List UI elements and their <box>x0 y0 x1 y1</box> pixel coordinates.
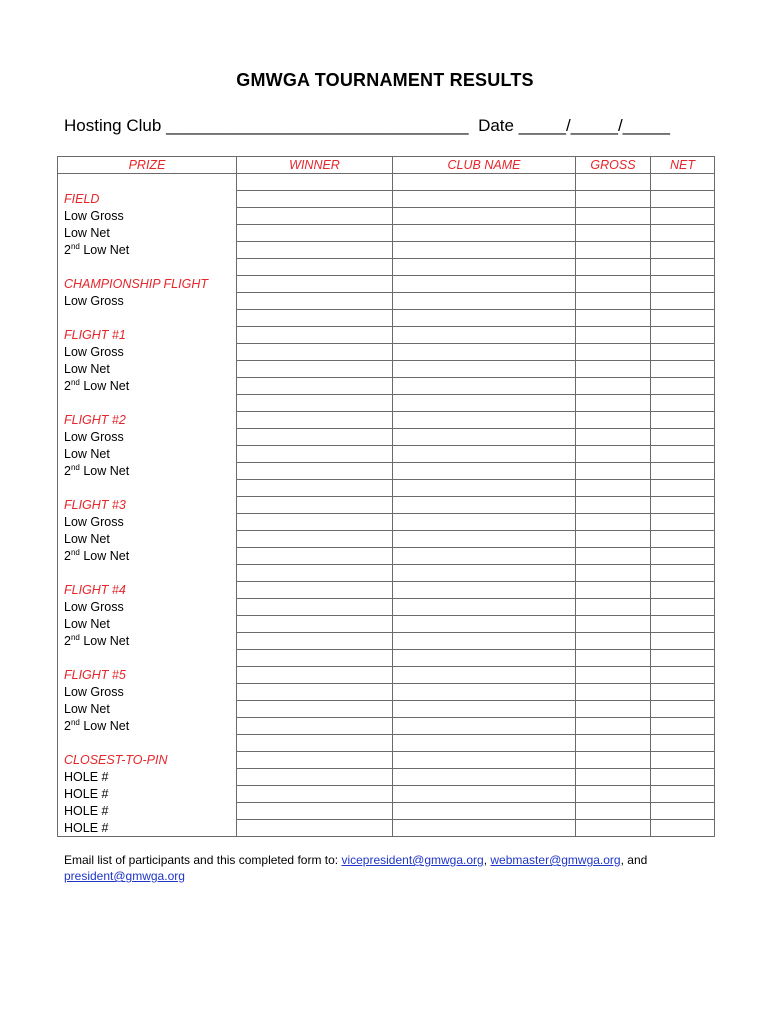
section-label: CHAMPIONSHIP FLIGHT <box>64 277 208 291</box>
net-cell[interactable] <box>651 718 715 735</box>
prize-cell <box>58 633 237 650</box>
gross-cell[interactable] <box>576 480 651 497</box>
prize-label: Low Net <box>83 634 130 648</box>
prize-cell <box>58 259 237 276</box>
prize-label: HOLE # <box>64 787 109 801</box>
club-name-cell[interactable] <box>393 276 576 293</box>
net-cell[interactable] <box>651 565 715 582</box>
club-name-cell[interactable] <box>393 395 576 412</box>
table-row <box>58 293 715 310</box>
gross-cell[interactable] <box>576 633 651 650</box>
gross-cell[interactable] <box>576 378 651 395</box>
winner-cell[interactable] <box>237 514 393 531</box>
gross-cell[interactable] <box>576 463 651 480</box>
place-suffix: nd <box>70 378 80 387</box>
club-name-cell[interactable] <box>393 480 576 497</box>
gross-cell[interactable] <box>576 327 651 344</box>
winner-cell[interactable] <box>237 259 393 276</box>
club-name-cell[interactable] <box>393 208 576 225</box>
header-winner: WINNER <box>237 157 393 174</box>
net-cell[interactable] <box>651 327 715 344</box>
gross-cell[interactable] <box>576 803 651 820</box>
club-name-cell[interactable] <box>393 820 576 837</box>
prize-cell <box>58 191 237 208</box>
gross-cell[interactable] <box>576 735 651 752</box>
table-row <box>58 786 715 803</box>
club-name-cell[interactable] <box>393 412 576 429</box>
net-cell[interactable] <box>651 208 715 225</box>
section-label: FLIGHT #5 <box>64 668 126 682</box>
net-cell[interactable] <box>651 531 715 548</box>
prize-label: Low Net <box>64 702 110 716</box>
club-name-cell[interactable] <box>393 463 576 480</box>
header-club-name: CLUB NAME <box>393 157 576 174</box>
prize-cell <box>58 684 237 701</box>
club-name-cell[interactable] <box>393 310 576 327</box>
prize-cell <box>58 752 237 769</box>
club-name-cell[interactable] <box>393 548 576 565</box>
place-number: 2 <box>64 634 71 648</box>
net-cell[interactable] <box>651 684 715 701</box>
prize-cell <box>58 718 237 735</box>
net-cell[interactable] <box>651 667 715 684</box>
club-name-cell[interactable] <box>393 378 576 395</box>
email-link-vicepresident[interactable]: vicepresident@gmwga.org <box>341 853 484 867</box>
club-name-cell[interactable] <box>393 769 576 786</box>
gross-cell[interactable] <box>576 582 651 599</box>
club-name-cell[interactable] <box>393 361 576 378</box>
prize-cell <box>58 616 237 633</box>
gross-cell[interactable] <box>576 395 651 412</box>
club-name-cell[interactable] <box>393 514 576 531</box>
gross-cell[interactable] <box>576 752 651 769</box>
table-row <box>58 310 715 327</box>
net-cell[interactable] <box>651 548 715 565</box>
table-row <box>58 769 715 786</box>
prize-cell <box>58 514 237 531</box>
prize-label: Low Gross <box>64 294 124 308</box>
gross-cell[interactable] <box>576 684 651 701</box>
table-row <box>58 276 715 293</box>
prize-cell <box>58 412 237 429</box>
winner-cell[interactable] <box>237 293 393 310</box>
winner-cell[interactable] <box>237 599 393 616</box>
prize-label: Low Net <box>64 532 110 546</box>
winner-cell[interactable] <box>237 378 393 395</box>
gross-cell[interactable] <box>576 361 651 378</box>
place-suffix: nd <box>70 633 80 642</box>
net-cell[interactable] <box>651 259 715 276</box>
prize-label: HOLE # <box>64 804 109 818</box>
net-cell[interactable] <box>651 616 715 633</box>
club-name-cell[interactable] <box>393 616 576 633</box>
prize-cell <box>58 463 237 480</box>
club-name-cell[interactable] <box>393 497 576 514</box>
club-name-cell[interactable] <box>393 718 576 735</box>
table-row <box>58 548 715 565</box>
table-row <box>58 616 715 633</box>
net-cell[interactable] <box>651 242 715 259</box>
table-row <box>58 684 715 701</box>
net-cell[interactable] <box>651 310 715 327</box>
winner-cell[interactable] <box>237 769 393 786</box>
winner-cell[interactable] <box>237 786 393 803</box>
gross-cell[interactable] <box>576 191 651 208</box>
net-cell[interactable] <box>651 412 715 429</box>
net-cell[interactable] <box>651 633 715 650</box>
prize-cell <box>58 225 237 242</box>
table-row <box>58 735 715 752</box>
net-cell[interactable] <box>651 514 715 531</box>
prize-cell <box>58 174 237 191</box>
prize-label: Low Gross <box>64 515 124 529</box>
prize-cell <box>58 480 237 497</box>
table-row <box>58 752 715 769</box>
net-cell[interactable] <box>651 378 715 395</box>
results-body <box>58 174 715 837</box>
gross-cell[interactable] <box>576 446 651 463</box>
prize-cell <box>58 582 237 599</box>
prize-label: HOLE # <box>64 770 109 784</box>
gross-cell[interactable] <box>576 718 651 735</box>
winner-cell[interactable] <box>237 735 393 752</box>
table-row <box>58 463 715 480</box>
winner-cell[interactable] <box>237 225 393 242</box>
prize-cell <box>58 276 237 293</box>
table-row <box>58 497 715 514</box>
winner-cell[interactable] <box>237 565 393 582</box>
email-link-webmaster[interactable]: webmaster@gmwga.org <box>490 853 621 867</box>
place-number: 2 <box>64 379 71 393</box>
table-row <box>58 191 715 208</box>
club-name-cell[interactable] <box>393 667 576 684</box>
winner-cell[interactable] <box>237 803 393 820</box>
table-row <box>58 259 715 276</box>
club-name-cell[interactable] <box>393 565 576 582</box>
prize-cell <box>58 769 237 786</box>
prize-label: Low Gross <box>64 345 124 359</box>
table-row <box>58 803 715 820</box>
prize-cell <box>58 599 237 616</box>
table-row <box>58 820 715 837</box>
net-cell[interactable] <box>651 446 715 463</box>
prize-cell <box>58 820 237 837</box>
net-cell[interactable] <box>651 582 715 599</box>
prize-label: Low Gross <box>64 430 124 444</box>
club-name-cell[interactable] <box>393 242 576 259</box>
gross-cell[interactable] <box>576 497 651 514</box>
club-name-cell[interactable] <box>393 259 576 276</box>
winner-cell[interactable] <box>237 667 393 684</box>
winner-cell[interactable] <box>237 191 393 208</box>
winner-cell[interactable] <box>237 174 393 191</box>
results-table <box>57 156 715 837</box>
winner-cell[interactable] <box>237 344 393 361</box>
winner-cell[interactable] <box>237 582 393 599</box>
prize-label: HOLE # <box>64 820 109 835</box>
gross-cell[interactable] <box>576 276 651 293</box>
section-label: FLIGHT #3 <box>64 498 126 512</box>
winner-cell[interactable] <box>237 208 393 225</box>
club-name-cell[interactable] <box>393 684 576 701</box>
club-name-cell[interactable] <box>393 531 576 548</box>
net-cell[interactable] <box>651 735 715 752</box>
net-cell[interactable] <box>651 480 715 497</box>
winner-cell[interactable] <box>237 463 393 480</box>
winner-cell[interactable] <box>237 446 393 463</box>
footer-note: Email list of participants and this completed form to: vicepresident@gmwga.org, webmaster@gmwga.org, and president@gmwga.org <box>64 853 648 883</box>
winner-cell[interactable] <box>237 327 393 344</box>
table-row <box>58 514 715 531</box>
prize-cell <box>58 650 237 667</box>
gross-cell[interactable] <box>576 242 651 259</box>
section-label: FLIGHT #1 <box>64 328 126 342</box>
table-row <box>58 412 715 429</box>
winner-cell[interactable] <box>237 276 393 293</box>
header-prize: PRIZE <box>58 157 237 174</box>
section-label: FIELD <box>64 192 100 206</box>
prize-label: Low Net <box>64 617 110 631</box>
section-label: FLIGHT #2 <box>64 413 126 427</box>
club-name-cell[interactable] <box>393 429 576 446</box>
gross-cell[interactable] <box>576 769 651 786</box>
net-cell[interactable] <box>651 225 715 242</box>
place-suffix: nd <box>70 718 80 727</box>
section-label: CLOSEST-TO-PIN <box>64 753 168 767</box>
gross-cell[interactable] <box>576 293 651 310</box>
date-field[interactable]: _____/_____/_____ <box>518 116 670 135</box>
table-row <box>58 174 715 191</box>
net-cell[interactable] <box>651 174 715 191</box>
net-cell[interactable] <box>651 820 715 837</box>
place-number: 2 <box>64 719 71 733</box>
club-name-cell[interactable] <box>393 327 576 344</box>
gross-cell[interactable] <box>576 310 651 327</box>
table-row <box>58 582 715 599</box>
net-cell[interactable] <box>651 599 715 616</box>
net-cell[interactable] <box>651 293 715 310</box>
winner-cell[interactable] <box>237 616 393 633</box>
net-cell[interactable] <box>651 803 715 820</box>
gross-cell[interactable] <box>576 259 651 276</box>
winner-cell[interactable] <box>237 242 393 259</box>
net-cell[interactable] <box>651 786 715 803</box>
gross-cell[interactable] <box>576 531 651 548</box>
club-name-cell[interactable] <box>393 735 576 752</box>
prize-cell <box>58 803 237 820</box>
net-cell[interactable] <box>651 361 715 378</box>
club-name-cell[interactable] <box>393 786 576 803</box>
prize-cell <box>58 293 237 310</box>
winner-cell[interactable] <box>237 531 393 548</box>
prize-label: Low Net <box>83 719 130 733</box>
gross-cell[interactable] <box>576 599 651 616</box>
gross-cell[interactable] <box>576 650 651 667</box>
header-gross: GROSS <box>576 157 651 174</box>
gross-cell[interactable] <box>576 701 651 718</box>
gross-cell[interactable] <box>576 616 651 633</box>
net-cell[interactable] <box>651 429 715 446</box>
prize-cell <box>58 429 237 446</box>
prize-cell <box>58 344 237 361</box>
section-label: FLIGHT #4 <box>64 583 126 597</box>
prize-label: Low Net <box>64 362 110 376</box>
winner-cell[interactable] <box>237 548 393 565</box>
prize-cell <box>58 327 237 344</box>
prize-cell <box>58 310 237 327</box>
club-name-cell[interactable] <box>393 650 576 667</box>
page-title: GMWGA TOURNAMENT RESULTS <box>236 70 534 90</box>
prize-label: Low Net <box>83 243 130 257</box>
table-row <box>58 378 715 395</box>
net-cell[interactable] <box>651 191 715 208</box>
gross-cell[interactable] <box>576 565 651 582</box>
net-cell[interactable] <box>651 276 715 293</box>
net-cell[interactable] <box>651 701 715 718</box>
net-cell[interactable] <box>651 497 715 514</box>
club-name-cell[interactable] <box>393 344 576 361</box>
winner-cell[interactable] <box>237 752 393 769</box>
prize-cell <box>58 361 237 378</box>
table-row <box>58 208 715 225</box>
club-name-cell[interactable] <box>393 752 576 769</box>
net-cell[interactable] <box>651 769 715 786</box>
hosting-line <box>64 116 670 136</box>
place-suffix: nd <box>70 548 80 557</box>
table-row <box>58 531 715 548</box>
prize-cell <box>58 565 237 582</box>
club-name-cell[interactable] <box>393 446 576 463</box>
prize-cell <box>58 497 237 514</box>
place-number: 2 <box>64 243 71 257</box>
table-row <box>58 361 715 378</box>
table-row <box>58 225 715 242</box>
table-row <box>58 395 715 412</box>
table-row <box>58 344 715 361</box>
prize-cell <box>58 208 237 225</box>
club-name-cell[interactable] <box>393 293 576 310</box>
footer-text: Email list of participants and this completed form to: <box>64 853 342 867</box>
net-cell[interactable] <box>651 650 715 667</box>
gross-cell[interactable] <box>576 820 651 837</box>
club-name-cell[interactable] <box>393 582 576 599</box>
winner-cell[interactable] <box>237 701 393 718</box>
net-cell[interactable] <box>651 344 715 361</box>
header-row <box>58 157 715 174</box>
club-name-cell[interactable] <box>393 633 576 650</box>
gross-cell[interactable] <box>576 667 651 684</box>
table-row <box>58 480 715 497</box>
club-name-cell[interactable] <box>393 225 576 242</box>
winner-cell[interactable] <box>237 684 393 701</box>
prize-label: Low Gross <box>64 209 124 223</box>
club-name-cell[interactable] <box>393 803 576 820</box>
club-name-cell[interactable] <box>393 599 576 616</box>
prize-label: Low Net <box>83 379 130 393</box>
prize-label: Low Gross <box>64 685 124 699</box>
winner-cell[interactable] <box>237 361 393 378</box>
prize-cell <box>58 531 237 548</box>
place-suffix: nd <box>70 463 80 472</box>
prize-label: Low Net <box>83 549 130 563</box>
prize-cell <box>58 548 237 565</box>
prize-label: Low Gross <box>64 600 124 614</box>
net-cell[interactable] <box>651 752 715 769</box>
gross-cell[interactable] <box>576 225 651 242</box>
prize-cell <box>58 786 237 803</box>
hosting-club-field[interactable]: ________________________________ <box>166 116 469 135</box>
gross-cell[interactable] <box>576 548 651 565</box>
prize-label: Low Net <box>83 464 130 478</box>
net-cell[interactable] <box>651 463 715 480</box>
table-row <box>58 446 715 463</box>
winner-cell[interactable] <box>237 412 393 429</box>
place-number: 2 <box>64 464 71 478</box>
gross-cell[interactable] <box>576 412 651 429</box>
table-row <box>58 429 715 446</box>
winner-cell[interactable] <box>237 310 393 327</box>
date-label: Date <box>478 116 514 135</box>
table-row <box>58 242 715 259</box>
gross-cell[interactable] <box>576 514 651 531</box>
prize-label: Low Net <box>64 226 110 240</box>
net-cell[interactable] <box>651 395 715 412</box>
prize-label: Low Net <box>64 447 110 461</box>
email-link-president[interactable]: president@gmwga.org <box>64 869 185 883</box>
winner-cell[interactable] <box>237 395 393 412</box>
prize-cell <box>58 735 237 752</box>
gross-cell[interactable] <box>576 344 651 361</box>
prize-cell <box>58 446 237 463</box>
winner-cell[interactable] <box>237 480 393 497</box>
club-name-cell[interactable] <box>393 174 576 191</box>
table-row <box>58 667 715 684</box>
winner-cell[interactable] <box>237 820 393 837</box>
prize-cell <box>58 378 237 395</box>
table-row <box>58 701 715 718</box>
table-row <box>58 633 715 650</box>
gross-cell[interactable] <box>576 208 651 225</box>
table-row <box>58 718 715 735</box>
club-name-cell[interactable] <box>393 191 576 208</box>
place-number: 2 <box>64 549 71 563</box>
table-row <box>58 565 715 582</box>
place-suffix: nd <box>70 242 80 251</box>
winner-cell[interactable] <box>237 633 393 650</box>
hosting-club-label: Hosting Club <box>64 116 162 135</box>
gross-cell[interactable] <box>576 174 651 191</box>
prize-cell <box>58 242 237 259</box>
gross-cell[interactable] <box>576 786 651 803</box>
winner-cell[interactable] <box>237 429 393 446</box>
table-row <box>58 599 715 616</box>
winner-cell[interactable] <box>237 718 393 735</box>
table-row <box>58 327 715 344</box>
club-name-cell[interactable] <box>393 701 576 718</box>
prize-cell <box>58 667 237 684</box>
table-row <box>58 650 715 667</box>
winner-cell[interactable] <box>237 497 393 514</box>
prize-cell <box>58 395 237 412</box>
prize-cell <box>58 701 237 718</box>
gross-cell[interactable] <box>576 429 651 446</box>
header-net: NET <box>651 157 715 174</box>
winner-cell[interactable] <box>237 650 393 667</box>
